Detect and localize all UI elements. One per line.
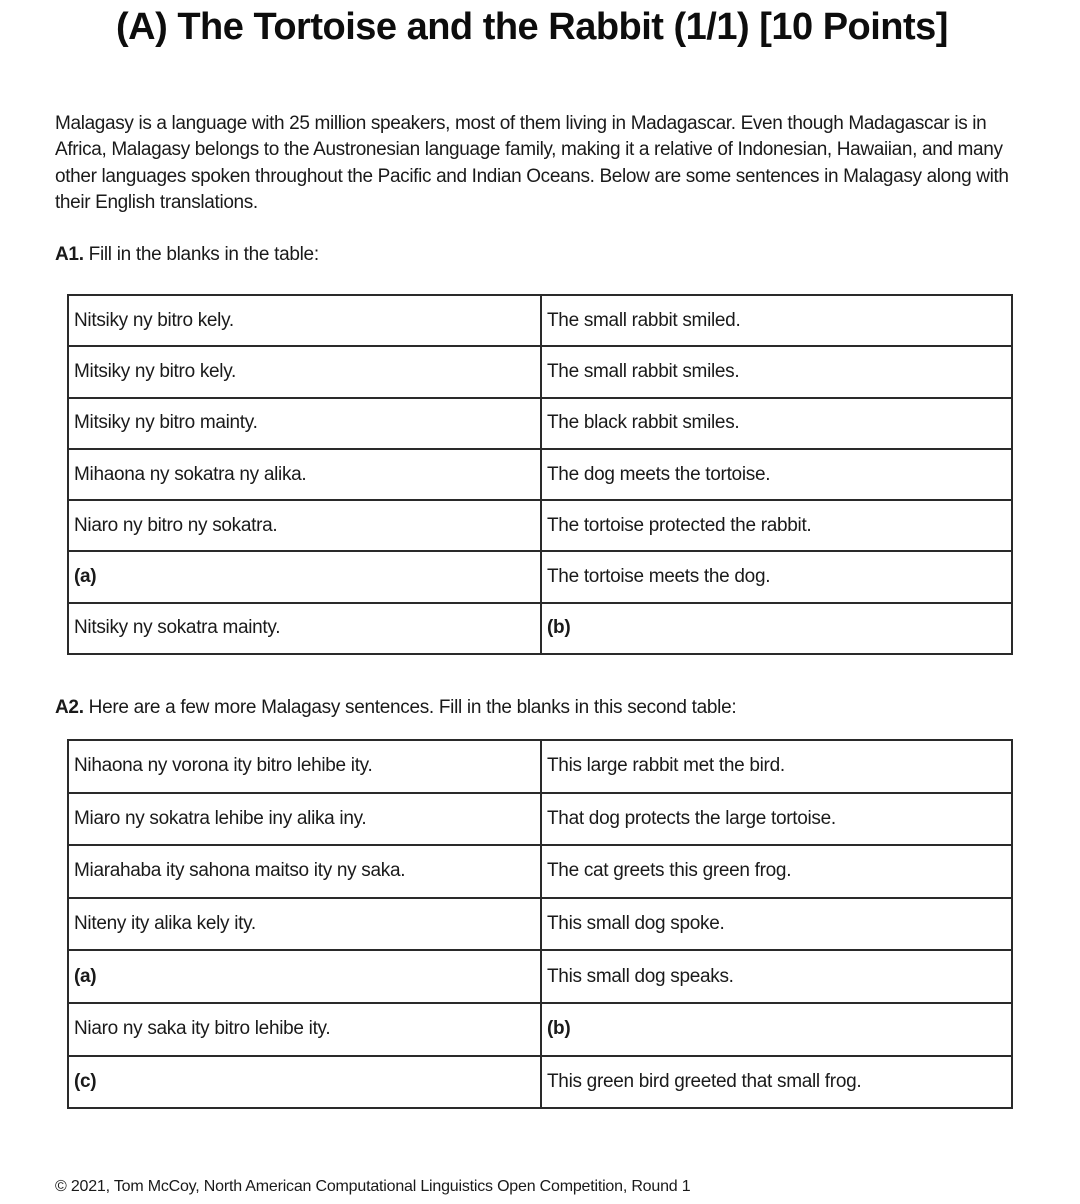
english-cell: The dog meets the tortoise.: [541, 449, 1012, 500]
table-row: [68, 793, 1012, 846]
table-row: [68, 295, 1012, 346]
malagasy-cell: Niaro ny bitro ny sokatra.: [68, 500, 541, 551]
malagasy-cell: Niaro ny saka ity bitro lehibe ity.: [68, 1003, 541, 1056]
table-row: [68, 1056, 1012, 1109]
table-row: [68, 845, 1012, 898]
english-cell: The cat greets this green frog.: [541, 845, 1012, 898]
table-row: [68, 500, 1012, 551]
malagasy-cell: Nihaona ny vorona ity bitro lehibe ity.: [68, 740, 541, 793]
malagasy-cell: Mihaona ny sokatra ny alika.: [68, 449, 541, 500]
question-a2: [55, 697, 736, 719]
intro-paragraph: Malagasy is a language with 25 million speakers, most of them living in Madagascar. Even though Madagascar is in Africa, Malagasy belongs to the Austronesian language family, making it a relative of Indonesian, Hawaiian, and many other languages spoken throughout the Pacific and Indian Oceans. Below are some sentences in Malagasy along with their English translations.: [55, 113, 1009, 213]
english-cell: The small rabbit smiled.: [541, 295, 1012, 346]
english-cell: This green bird greeted that small frog.: [541, 1056, 1012, 1109]
question-a1-text: Fill in the blanks in the table:: [83, 244, 319, 265]
blank-cell-b: (b): [541, 603, 1012, 654]
question-a1: [55, 244, 319, 266]
malagasy-cell: Mitsiky ny bitro mainty.: [68, 398, 541, 449]
table-row: [68, 740, 1012, 793]
table-row: [68, 898, 1012, 951]
table-row: [68, 950, 1012, 1003]
english-cell: This small dog spoke.: [541, 898, 1012, 951]
english-cell: That dog protects the large tortoise.: [541, 793, 1012, 846]
table-row: [68, 398, 1012, 449]
table-a2: [67, 739, 1013, 1109]
english-cell: This large rabbit met the bird.: [541, 740, 1012, 793]
question-a2-text: Here are a few more Malagasy sentences. Fill in the blanks in this second table:: [83, 697, 737, 718]
english-cell: The small rabbit smiles.: [541, 346, 1012, 397]
malagasy-cell: Miaro ny sokatra lehibe iny alika iny.: [68, 793, 541, 846]
copyright-footer: © 2021, Tom McCoy, North American Computational Linguistics Open Competition, Round 1: [55, 1178, 691, 1195]
question-a2-label: A2.: [55, 697, 84, 718]
malagasy-cell: Mitsiky ny bitro kely.: [68, 346, 541, 397]
blank-cell-a: (a): [68, 551, 541, 602]
english-cell: This small dog speaks.: [541, 950, 1012, 1003]
english-cell: The black rabbit smiles.: [541, 398, 1012, 449]
blank-cell-c: (c): [68, 1056, 541, 1109]
table-row: [68, 449, 1012, 500]
table-row: [68, 346, 1012, 397]
table-a1: [67, 294, 1013, 655]
table-row: [68, 551, 1012, 602]
malagasy-cell: Nitsiky ny sokatra mainty.: [68, 603, 541, 654]
malagasy-cell: Miarahaba ity sahona maitso ity ny saka.: [68, 845, 541, 898]
english-cell: The tortoise protected the rabbit.: [541, 500, 1012, 551]
blank-cell-a: (a): [68, 950, 541, 1003]
question-a1-label: A1.: [55, 244, 84, 265]
malagasy-cell: Niteny ity alika kely ity.: [68, 898, 541, 951]
table-row: [68, 1003, 1012, 1056]
malagasy-cell: Nitsiky ny bitro kely.: [68, 295, 541, 346]
english-cell: The tortoise meets the dog.: [541, 551, 1012, 602]
table-row: [68, 603, 1012, 654]
page-title: (A) The Tortoise and the Rabbit (1/1) [10 Points]: [116, 6, 948, 48]
blank-cell-b: (b): [541, 1003, 1012, 1056]
